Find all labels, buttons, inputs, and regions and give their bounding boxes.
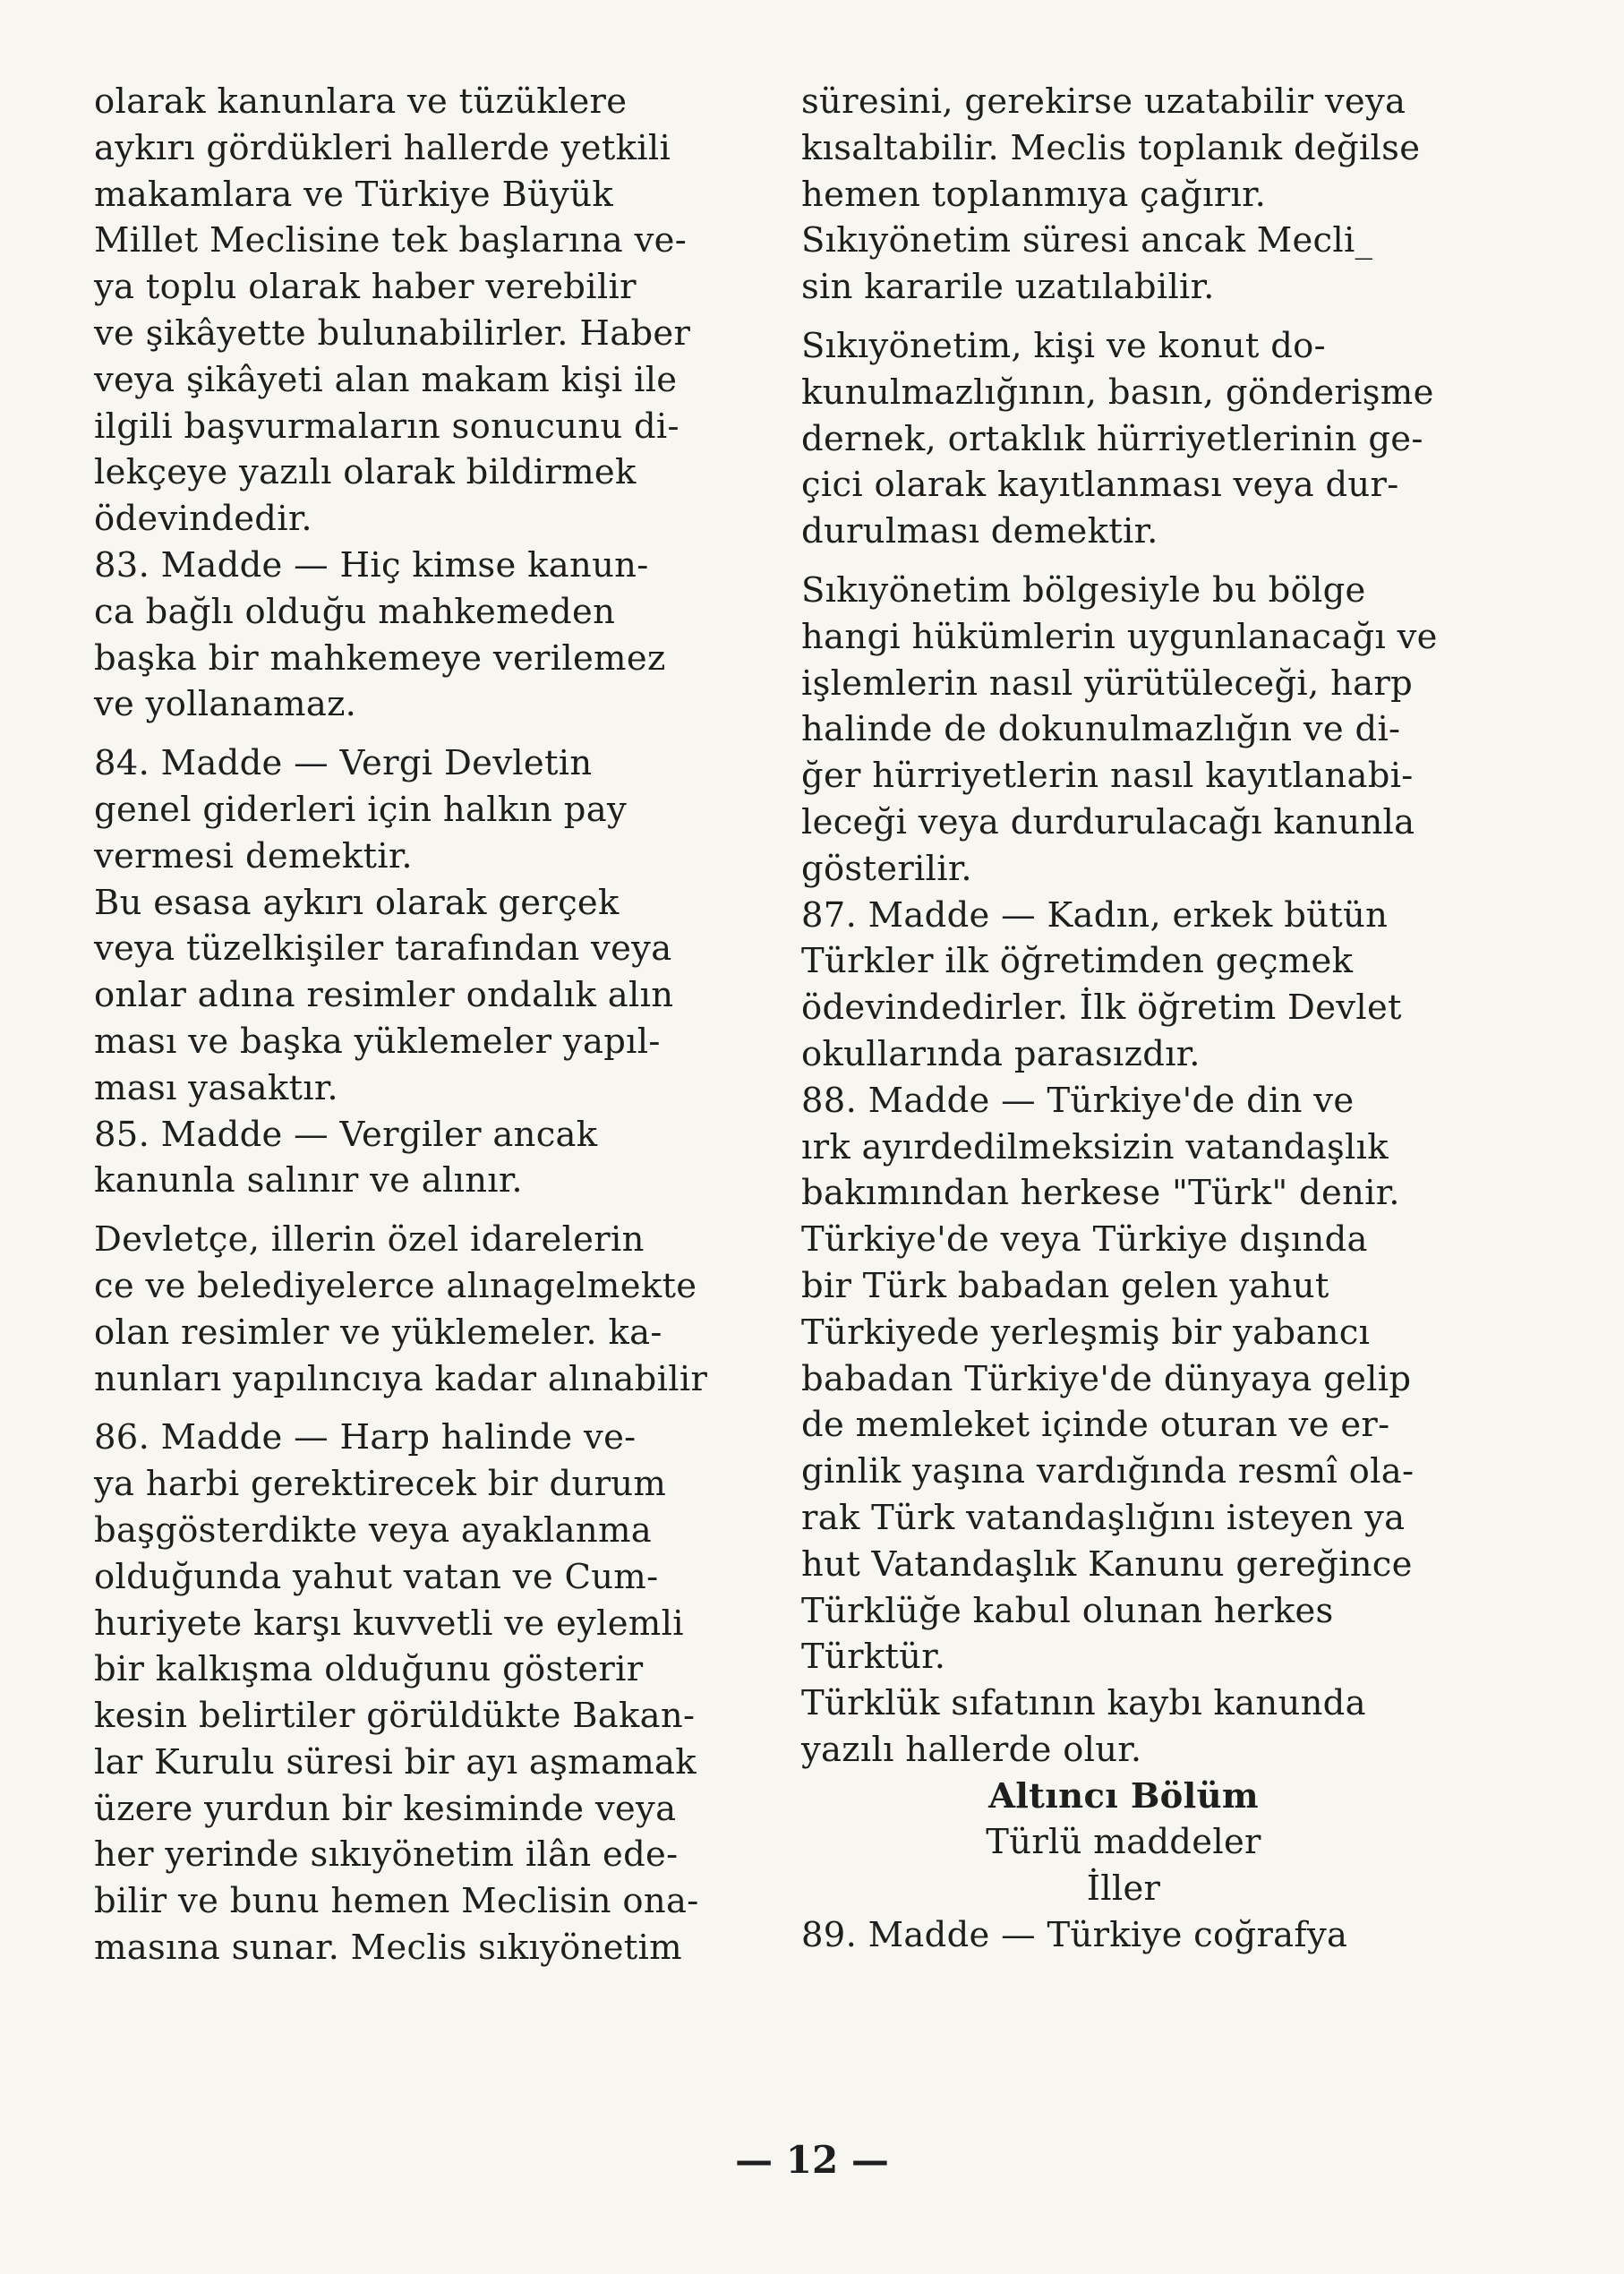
text-line: kısaltabilir. Meclis toplanık değilse (801, 127, 1421, 168)
text-line: yazılı hallerde olur. (801, 1729, 1142, 1770)
text-line: huriyete karşı kuvvetli ve eylemli (94, 1603, 684, 1644)
text-line: Türkiyede yerleşmiş bir yabancı (801, 1312, 1371, 1353)
text-line: Sıkıyönetim, kişi ve konut do- (801, 325, 1326, 366)
text-line: 86. Madde — Harp halinde ve- (94, 1417, 637, 1458)
text-line: işlemlerin nasıl yürütüleceği, harp (801, 663, 1414, 704)
text-line: ırk ayırdedilmeksizin vatandaşlık (801, 1126, 1389, 1167)
paragraph-gap (94, 1204, 774, 1217)
text-line: 88. Madde — Türkiye'de din ve (801, 1080, 1355, 1121)
text-line: babadan Türkiye'de dünyaya gelip (801, 1358, 1412, 1399)
text-line: 83. Madde — Hiç kimse kanun- (94, 544, 649, 586)
text-line: bir Türk babadan gelen yahut (801, 1265, 1329, 1306)
text-line: Türklüğe kabul olunan herkes (801, 1590, 1334, 1631)
text-line: kesin belirtiler görüldükte Bakan- (94, 1696, 696, 1737)
text-line: ginlik yaşına vardığında resmî ola- (801, 1451, 1415, 1492)
text-line: okullarında parasızdır. (801, 1033, 1201, 1074)
text-line: lar Kurulu süresi bir ayı aşmamak (94, 1741, 697, 1782)
text-line: hut Vatandaşlık Kanunu gereğince (801, 1543, 1413, 1585)
text-line: ve şikâyette bulunabilirler. Haber (94, 312, 691, 354)
text-line: ve yollanamaz. (94, 684, 357, 725)
text-line: rak Türk vatandaşlığını isteyen ya (801, 1497, 1406, 1538)
text-line: olan resimler ve yüklemeler. ka- (94, 1312, 662, 1353)
text-line: çici olarak kayıtlanması veya dur- (801, 465, 1399, 506)
left-column (94, 79, 774, 1971)
text-line: genel giderleri için halkın pay (94, 789, 628, 830)
text-line: nunları yapılıncıya kadar alınabilir (94, 1358, 708, 1399)
text-line: ödevindedir. (94, 499, 312, 540)
text-line: bakımından herkese "Türk" denir. (801, 1173, 1400, 1214)
text-line: hemen toplanmıya çağırır. (801, 174, 1267, 215)
text-line: her yerinde sıkıyönetim ilân ede- (94, 1834, 679, 1876)
paragraph-gap (94, 728, 774, 740)
text-line: kunulmazlığının, basın, gönderişme (801, 372, 1434, 413)
text-line: 85. Madde — Vergiler ancak (94, 1114, 598, 1155)
text-line: hangi hükümlerin uygunlanacağı ve (801, 616, 1438, 657)
text-line: olarak kanunlara ve tüzüklere (94, 81, 628, 122)
section-sub-subheading: İller (1086, 1868, 1161, 1910)
text-line: Bu esasa aykırı olarak gerçek (94, 882, 620, 923)
text-line: de memleket içinde oturan ve er- (801, 1405, 1390, 1446)
paragraph-gap (801, 311, 1446, 323)
text-line: leceği veya durdurulacağı kanunla (801, 801, 1415, 842)
page-number: — 12 — (735, 2138, 889, 2182)
text-line: Türkler ilk öğretimden geçmek (801, 941, 1354, 982)
text-line: Türktür. (801, 1637, 946, 1678)
text-line: Millet Meclisine tek başlarına ve- (94, 220, 688, 261)
text-line: Türklük sıfatının kaybı kanunda (801, 1683, 1366, 1724)
text-line: makamlara ve Türkiye Büyük (94, 174, 613, 215)
paragraph-gap (94, 1402, 774, 1415)
text-line: Türkiye'de veya Türkiye dışında (801, 1219, 1368, 1261)
text-line: Sıkıyönetim süresi ancak Mecli_ (801, 220, 1373, 261)
text-line: onlar adına resimler ondalık alın (94, 975, 674, 1016)
paragraph-gap (801, 555, 1446, 568)
text-line: halinde de dokunulmazlığın ve di- (801, 709, 1401, 750)
text-line: dernek, ortaklık hürriyetlerinin ge- (801, 418, 1423, 459)
text-line: lekçeye yazılı olarak bildirmek (94, 452, 637, 493)
text-line: 84. Madde — Vergi Devletin (94, 743, 593, 784)
text-line: ğer hürriyetlerin nasıl kayıtlanabi- (801, 756, 1414, 797)
text-line: başka bir mahkemeye verilemez (94, 637, 666, 679)
text-line: bilir ve bunu hemen Meclisin ona- (94, 1881, 699, 1922)
text-line: aykırı gördükleri hallerde yetkili (94, 127, 671, 168)
text-line: masına sunar. Meclis sıkıyönetim (94, 1928, 682, 1969)
text-line: ce ve belediyelerce alınagelmekte (94, 1265, 697, 1306)
text-line: üzere yurdun bir kesiminde veya (94, 1788, 677, 1829)
text-line: kanunla salınır ve alınır. (94, 1160, 523, 1201)
text-line: bir kalkışma olduğunu gösterir (94, 1649, 644, 1690)
right-column-text (801, 79, 1446, 1774)
text-line: sin kararile uzatılabilir. (801, 267, 1215, 308)
text-line: ması yasaktır. (94, 1067, 338, 1108)
text-line: durulması demektir. (801, 511, 1158, 552)
text-line: veya şikâyeti alan makam kişi ile (94, 359, 678, 400)
text-line: olduğunda yahut vatan ve Cum- (94, 1556, 659, 1597)
right-column (801, 79, 1446, 1959)
text-line: başgösterdikte veya ayaklanma (94, 1509, 653, 1551)
text-line: ca bağlı olduğu mahkemeden (94, 591, 616, 632)
article-89-first-line: 89. Madde — Türkiye coğrafya (801, 1915, 1348, 1956)
text-line: Sıkıyönetim bölgesiyle bu bölge (801, 569, 1366, 611)
section-subheading: Türlü maddeler (986, 1822, 1261, 1863)
text-line: ilgili başvurmaların sonucunu di- (94, 406, 680, 447)
text-line: süresini, gerekirse uzatabilir veya (801, 81, 1406, 122)
text-line: ya toplu olarak haber verebilir (94, 267, 637, 308)
text-line: Devletçe, illerin özel idarelerin (94, 1219, 645, 1261)
text-line: ödevindedirler. İlk öğretim Devlet (801, 987, 1402, 1029)
text-line: ması ve başka yüklemeler yapıl- (94, 1021, 661, 1062)
text-line: vermesi demektir. (94, 835, 413, 876)
text-line: ya harbi gerektirecek bir durum (94, 1464, 667, 1505)
text-line: veya tüzelkişiler tarafından veya (94, 928, 672, 970)
part-heading: Altıncı Bölüm (988, 1775, 1259, 1817)
text-line: gösterilir. (801, 848, 972, 889)
text-line: 87. Madde — Kadın, erkek bütün (801, 894, 1389, 936)
